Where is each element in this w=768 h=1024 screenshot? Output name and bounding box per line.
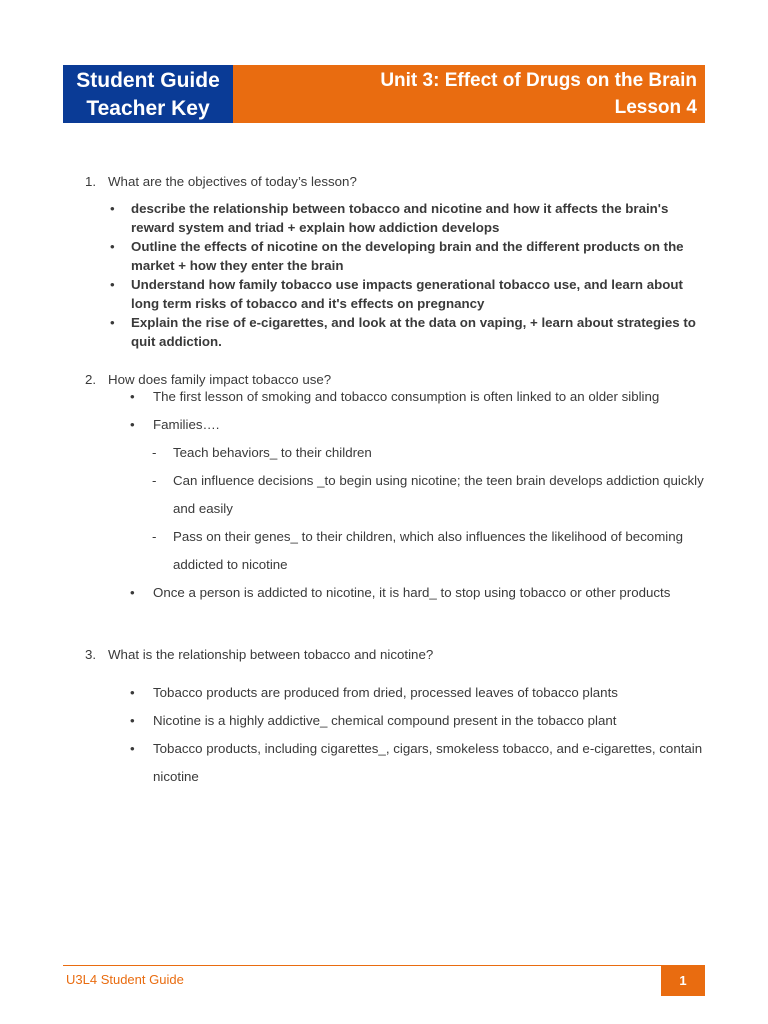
question-3-number: 3. bbox=[85, 647, 97, 662]
guide-title-line2: Teacher Key bbox=[86, 97, 210, 120]
dash-icon: - bbox=[152, 445, 157, 460]
unit-title-box bbox=[233, 65, 705, 123]
objectives-list bbox=[85, 199, 710, 351]
families-sub-list bbox=[130, 439, 710, 579]
bullet-icon: • bbox=[130, 685, 135, 700]
question-1-number: 1. bbox=[85, 174, 97, 189]
bullet-icon: • bbox=[110, 239, 115, 254]
sub-list-item: - Teach behaviors_ to their children bbox=[152, 439, 710, 467]
family-impact-list bbox=[85, 383, 710, 607]
footer-divider bbox=[63, 965, 705, 966]
bullet-icon: • bbox=[110, 277, 115, 292]
question-2-number: 2. bbox=[85, 372, 97, 387]
sub-list-item: - Pass on their genes_ to their children, which also influences the likelihood of becoming addicted to nicotine bbox=[152, 523, 710, 579]
guide-title-line1: Student Guide bbox=[76, 69, 220, 92]
list-item: • Tobacco products are produced from dried, processed leaves of tobacco plants bbox=[130, 679, 710, 707]
bullet-icon: • bbox=[130, 741, 135, 756]
unit-title: Unit 3: Effect of Drugs on the Brain bbox=[380, 70, 697, 91]
list-item: • Nicotine is a highly addictive_ chemical compound present in the tobacco plant bbox=[130, 707, 710, 735]
worksheet-content bbox=[85, 174, 710, 791]
dash-icon: - bbox=[152, 529, 157, 544]
question-3-text: What is the relationship between tobacco and nicotine? bbox=[108, 647, 434, 662]
tobacco-nicotine-list bbox=[85, 679, 710, 791]
lesson-title: Lesson 4 bbox=[614, 97, 697, 118]
bullet-icon: • bbox=[130, 585, 135, 600]
list-item: • Tobacco products, including cigarettes_, cigars, smokeless tobacco, and e-cigarettes, contain nicotine bbox=[130, 735, 710, 791]
list-item: • Understand how family tobacco use impacts generational tobacco use, and learn about long term risks of tobacco and it's effects on pregnancy bbox=[110, 277, 683, 311]
list-item: • The first lesson of smoking and tobacco consumption is often linked to an older sibling bbox=[130, 383, 710, 411]
bullet-icon: • bbox=[110, 315, 115, 330]
bullet-icon: • bbox=[110, 201, 115, 216]
bullet-icon: • bbox=[130, 417, 135, 432]
list-item: • Outline the effects of nicotine on the developing brain and the different products on the market + how they enter the brain bbox=[110, 239, 684, 273]
dash-icon: - bbox=[152, 473, 157, 488]
bullet-icon: • bbox=[130, 713, 135, 728]
list-item: • Families…. - Teach behaviors_ to their children - Can influence decisions _to begin using nicotine; the teen brain develops addiction quickly and easily - Pass on their genes_ to their children, which also influences the likelihood of becoming addicted to nicotine bbox=[130, 411, 710, 579]
list-item: • Explain the rise of e-cigarettes, and look at the data on vaping, + learn about strategies to quit addiction. bbox=[110, 315, 696, 349]
question-1 bbox=[85, 174, 710, 189]
list-item: • Once a person is addicted to nicotine, it is hard_ to stop using tobacco or other products bbox=[130, 579, 710, 607]
sub-list-item: - Can influence decisions _to begin using nicotine; the teen brain develops addiction quickly and easily bbox=[152, 467, 710, 523]
list-item: • describe the relationship between tobacco and nicotine and how it affects the brain's reward system and triad + explain how addiction develops bbox=[110, 201, 669, 235]
page-number: 1 bbox=[661, 966, 705, 996]
bullet-icon: • bbox=[130, 389, 135, 404]
guide-title-box bbox=[63, 65, 233, 123]
question-3 bbox=[85, 647, 710, 662]
footer-label: U3L4 Student Guide bbox=[66, 972, 184, 987]
question-2-text: How does family impact tobacco use? bbox=[108, 372, 332, 387]
question-1-text: What are the objectives of today’s lesson? bbox=[108, 174, 357, 189]
